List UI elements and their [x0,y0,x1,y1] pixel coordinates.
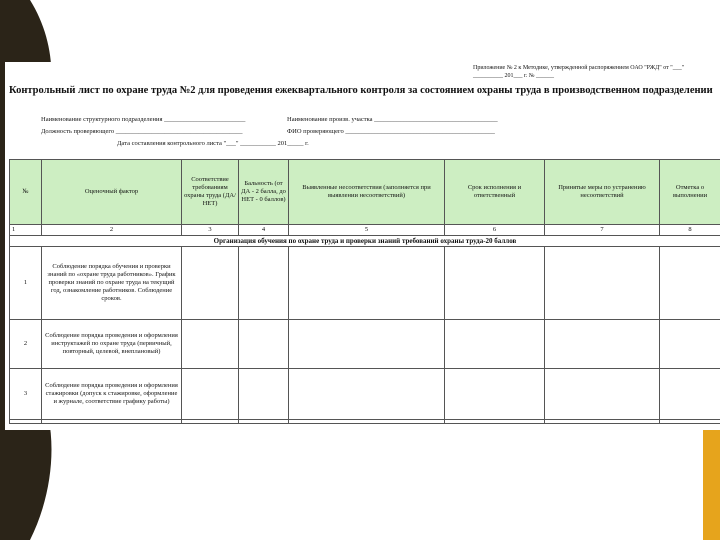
row-cell [239,320,289,369]
header-factor: Оценочный фактор [42,160,182,225]
column-number: 5 [289,225,445,236]
header-completion: Отметка о выполнении [660,160,720,225]
row-number: 2 [10,320,42,369]
field-subdivision: Наименование структурного подразделения _________________________ [41,116,246,123]
field-position: Должность проверяющего _______________________________________ [41,128,243,135]
document-page [5,62,718,430]
row-cell [445,320,545,369]
row-cell [182,369,239,420]
row-number: 3 [10,369,42,420]
row-factor: Соблюдение порядка проведения и оформления инструктажей по охране труда (первичный, повторный, целевой, внеплановый) [42,320,182,369]
row-cell [289,247,445,320]
table-row [10,369,720,420]
row-cell [239,369,289,420]
section-row [10,236,720,247]
header-score: Бальность (от ДА - 2 балла, до НЕТ - 0 баллов) [239,160,289,225]
row-number: 1 [10,247,42,320]
row-cell [545,247,660,320]
column-number: 1 [10,225,42,236]
row-cell [239,247,289,320]
row-cell [445,369,545,420]
field-fio: ФИО проверяющего ______________________________________________ [287,128,495,135]
column-numbers-row [10,225,720,236]
field-date: Дата составления контрольного листа "___" ___________ 201_____ г. [117,140,309,147]
document-title: Контрольный лист по охране труда №2 для проведения ежеквартального контроля за состоянием охраны труда в производственном подразделении [9,85,713,96]
header-deadline: Срок исполнения и ответственный [445,160,545,225]
row-cell [182,247,239,320]
column-number: 4 [239,225,289,236]
row-factor: Соблюдение порядка проведения и оформления стажировки (допуск к стажировке, оформление и журнале, соответствие графику работы) [42,369,182,420]
column-number: 3 [182,225,239,236]
row-cell [660,247,720,320]
column-number: 7 [545,225,660,236]
table-header-row [10,160,720,225]
row-cell [660,369,720,420]
row-cell [445,247,545,320]
row-factor: Соблюдение порядка обучения и проверки знаний по «охране труда работников». График проверки знаний по охране труда на текущий год, ознакомление работников. Соблюдение сроков. [42,247,182,320]
header-nonconformities: Выявленные несоответствия (заполняется при выявлении несоответствий) [289,160,445,225]
column-number: 2 [42,225,182,236]
column-number: 8 [660,225,720,236]
approval-note: Приложение № 2 к Методике, утвержденной распоряжением ОАО "РЖД" от "___" __________ 201___ г. № ______ [473,65,685,79]
header-compliance: Соответствие требованиям охраны труда (ДА/НЕТ) [182,160,239,225]
row-cell [182,320,239,369]
row-cell [660,320,720,369]
column-number: 6 [445,225,545,236]
row-cell [545,320,660,369]
table-row [10,320,720,369]
table-row-cut [10,420,720,424]
table-row [10,247,720,320]
header-num: № [10,160,42,225]
row-cell [289,369,445,420]
row-cell [289,320,445,369]
row-cell [545,369,660,420]
checklist-table [9,159,720,424]
header-measures: Принятые меры по устранению несоответствий [545,160,660,225]
section-title: Организация обучения по охране труда и проверки знаний требований охраны труда-20 баллов [10,236,720,247]
field-section: Наименование произв. участка ______________________________________ [287,116,498,123]
